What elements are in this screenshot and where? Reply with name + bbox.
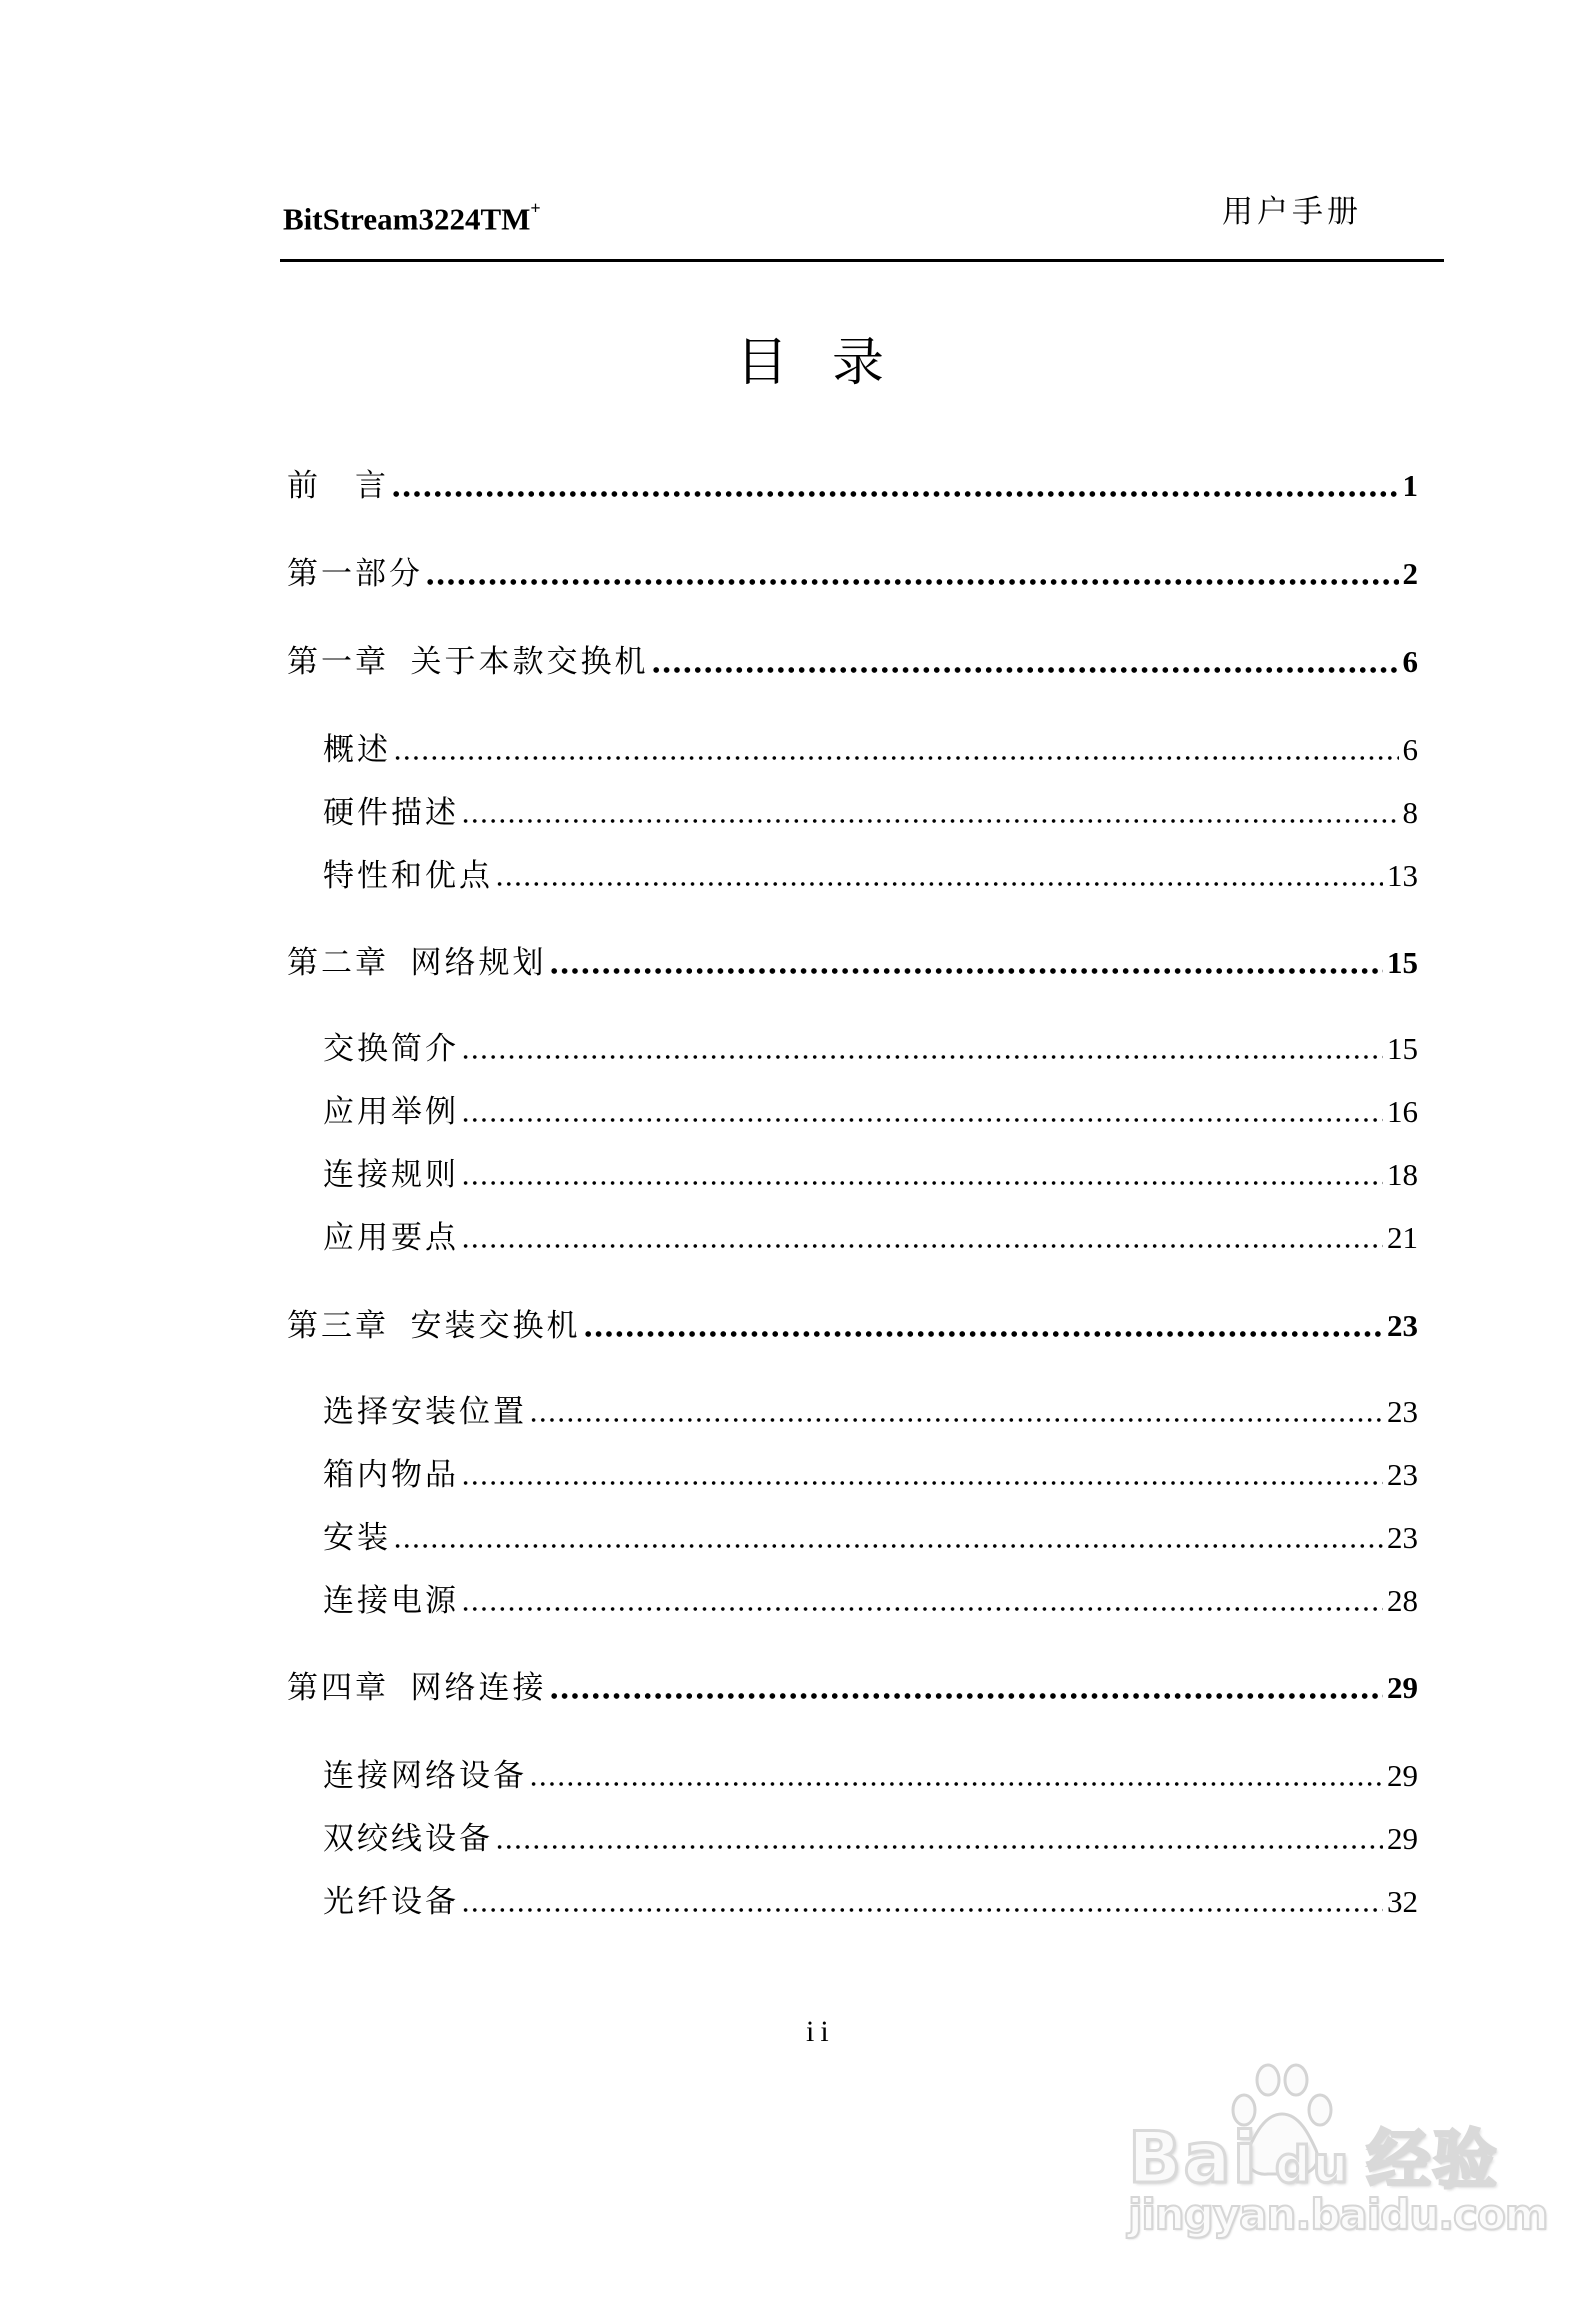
dot-leader [393,755,1399,761]
toc-entry-page: 23 [1387,1457,1418,1492]
toc-entry-label: 连接网络设备 [323,1758,527,1793]
dot-leader [549,1693,1384,1699]
toc-entry-page: 29 [1387,1670,1418,1705]
dot-leader [583,1331,1384,1337]
toc-entry[interactable] [323,1092,1418,1132]
logo-du: du [1274,2136,1351,2194]
toc-entry-label: 选择安装位置 [323,1394,527,1429]
toc-entry[interactable] [323,1756,1418,1796]
toc-entry-page: 32 [1387,1884,1418,1919]
toc-entry-label: 第四章 网络连接 [287,1670,547,1705]
toc-entry-page: 23 [1387,1394,1418,1429]
toc-entry[interactable] [323,1819,1418,1859]
dot-leader [461,1180,1383,1186]
product-superscript: + [530,198,541,218]
toc-entry[interactable] [287,466,1418,506]
title-char-2: 录 [832,335,885,392]
dot-leader [461,1054,1383,1060]
toc-entry-label: 应用要点 [323,1220,459,1255]
toc-entry-label: 硬件描述 [323,795,459,830]
toc-entry-page: 29 [1387,1821,1418,1856]
toc-entry[interactable] [323,1029,1418,1069]
toc-entry-label: 箱内物品 [323,1457,459,1492]
dot-leader [495,881,1383,887]
dot-leader [461,1117,1383,1123]
toc-entry[interactable] [323,1218,1418,1258]
toc-entry[interactable] [323,793,1418,833]
product-name: BitStream3224TM [283,201,531,237]
dot-leader [461,1907,1383,1913]
baidu-jingyan-watermark [1128,2060,1548,2240]
toc-entry-label: 交换简介 [323,1031,459,1066]
toc-entry-label: 第一章 关于本款交换机 [287,644,649,679]
toc-entry-page: 15 [1387,1031,1418,1066]
dot-leader [461,1606,1383,1612]
header-divider [280,259,1444,262]
dot-leader [529,1781,1383,1787]
toc-entry-page: 13 [1387,858,1418,893]
toc-entry-page: 15 [1387,945,1418,980]
toc-entry[interactable] [287,554,1418,594]
dot-leader [461,818,1399,824]
toc-entry-page: 23 [1387,1520,1418,1555]
toc-entry-page: 8 [1402,795,1418,830]
toc-entry[interactable] [323,1581,1418,1621]
dot-leader [549,968,1384,974]
toc-entry-label: 应用举例 [323,1094,459,1129]
toc-entry-page: 29 [1387,1758,1418,1793]
document-header-product [283,192,541,239]
toc-entry-label: 前 言 [287,468,389,503]
toc-entry[interactable] [323,1518,1418,1558]
toc-entry-label: 第一部分 [287,556,423,591]
toc-entry-label: 安装 [323,1520,391,1555]
page-title [0,332,1588,396]
toc-entry-label: 特性和优点 [323,858,493,893]
toc-entry[interactable] [323,1882,1418,1922]
toc-entry[interactable] [287,943,1418,983]
logo-bai: Bai [1128,2117,1259,2199]
toc-entry-page: 6 [1402,732,1418,767]
watermark-url: jingyan.baidu.com [1128,2190,1548,2239]
document-header-type: 用户手册 [1222,194,1362,229]
toc-entry[interactable] [323,1155,1418,1195]
toc-entry-label: 连接规则 [323,1157,459,1192]
page-number: ii [806,2015,835,2048]
toc-entry-page: 6 [1402,644,1418,679]
toc-entry-page: 1 [1402,468,1418,503]
toc-entry[interactable] [323,1455,1418,1495]
toc-entry-page: 21 [1387,1220,1418,1255]
toc-entry[interactable] [323,730,1418,770]
dot-leader [529,1417,1383,1423]
dot-leader [461,1243,1383,1249]
toc-entry-page: 23 [1387,1308,1418,1343]
logo-jingyan: 经验 [1366,2124,1499,2198]
toc-entry[interactable] [287,1668,1418,1708]
title-char-1: 目 [735,335,788,392]
toc-entry[interactable] [323,1392,1418,1432]
toc-entry[interactable] [287,642,1418,682]
toc-entry-page: 16 [1387,1094,1418,1129]
toc-entry-page: 28 [1387,1583,1418,1618]
toc-entry[interactable] [287,1306,1418,1346]
toc-entry-label: 光纤设备 [323,1884,459,1919]
toc-entry[interactable] [323,856,1418,896]
toc-entry-label: 第三章 安装交换机 [287,1308,581,1343]
dot-leader [391,491,1399,497]
toc-entry-label: 第二章 网络规划 [287,945,547,980]
dot-leader [425,579,1399,585]
toc-entry-page: 18 [1387,1157,1418,1192]
dot-leader [495,1844,1383,1850]
toc-entry-page: 2 [1402,556,1418,591]
toc-entry-label: 概述 [323,732,391,767]
toc-entry-label: 双绞线设备 [323,1821,493,1856]
dot-leader [393,1543,1383,1549]
dot-leader [651,667,1399,673]
dot-leader [461,1480,1383,1486]
toc-entry-label: 连接电源 [323,1583,459,1618]
